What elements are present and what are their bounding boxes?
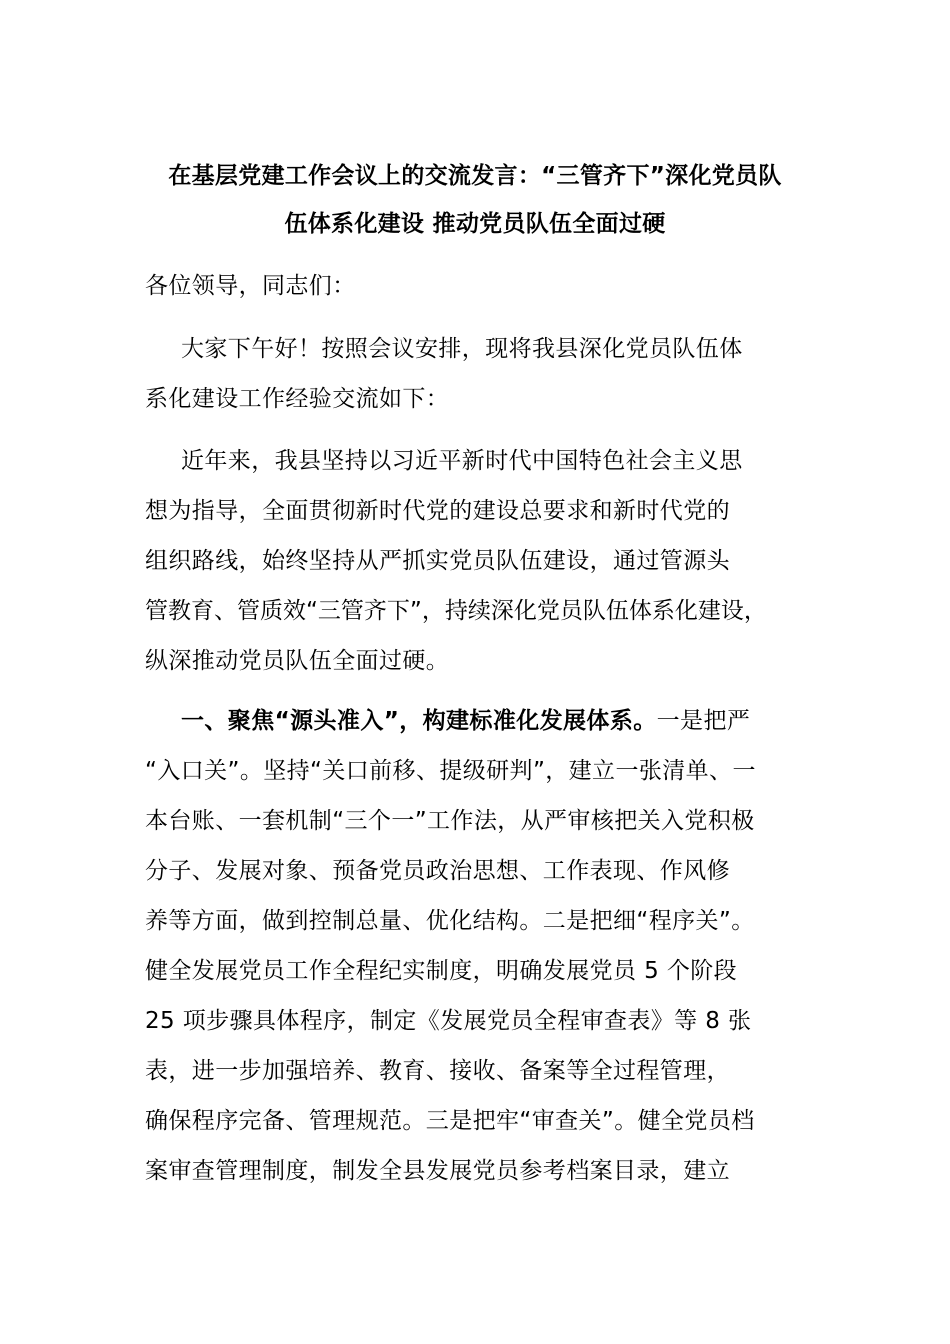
p2-line-5: 纵深推动党员队伍全面过硬。 [145, 648, 450, 674]
p3-line-9: 确保程序完备、管理规范。三是把牢“审查关”。健全党员档 [145, 1108, 755, 1134]
p3-line-7: 25 项步骤具体程序，制定《发展党员全程审查表》等 8 张 [145, 1008, 752, 1034]
p1-line-2: 系化建设工作经验交流如下： [145, 386, 450, 412]
p3-line-1-rest: 一是把严 [656, 708, 751, 734]
p3-line-10: 案审查管理制度，制发全县发展党员参考档案目录，建立 [145, 1158, 730, 1184]
title-line-2: 伍体系化建设 推动党员队伍全面过硬 [284, 211, 666, 237]
p1-line-1: 大家下午好！按照会议安排，现将我县深化党员队伍体 [181, 336, 743, 362]
p2-line-2: 想为指导，全面贯彻新时代党的建设总要求和新时代党的 [145, 498, 730, 524]
p2-line-4: 管教育、管质效“三管齐下”，持续深化党员队伍体系化建设， [145, 598, 767, 624]
p2-line-3: 组织路线，始终坚持从严抓实党员队伍建设，通过管源头 [145, 548, 730, 574]
p3-line-2: “入口关”。坚持“关口前移、提级研判”，建立一张清单、一 [145, 758, 756, 784]
title-line-1: 在基层党建工作会议上的交流发言：“三管齐下”深化党员队 [168, 163, 782, 189]
p2-line-1: 近年来，我县坚持以习近平新时代中国特色社会主义思 [181, 448, 743, 474]
p3-line-4: 分子、发展对象、预备党员政治思想、工作表现、作风修 [145, 858, 730, 884]
document-title [120, 152, 830, 248]
p3-line-5: 养等方面，做到控制总量、优化结构。二是把细“程序关”。 [145, 908, 755, 934]
p3-line-1 [181, 706, 750, 736]
salutation: 各位领导，同志们： [145, 273, 356, 299]
section-heading: 一、聚焦“源头准入”，构建标准化发展体系。 [181, 708, 657, 734]
p3-line-3: 本台账、一套机制“三个一”工作法，从严审核把关入党积极 [145, 808, 755, 834]
p3-line-6: 健全发展党员工作全程纪实制度，明确发展党员 5 个阶段 [145, 958, 738, 984]
p3-line-8: 表，进一步加强培养、教育、接收、备案等全过程管理， [145, 1058, 730, 1084]
